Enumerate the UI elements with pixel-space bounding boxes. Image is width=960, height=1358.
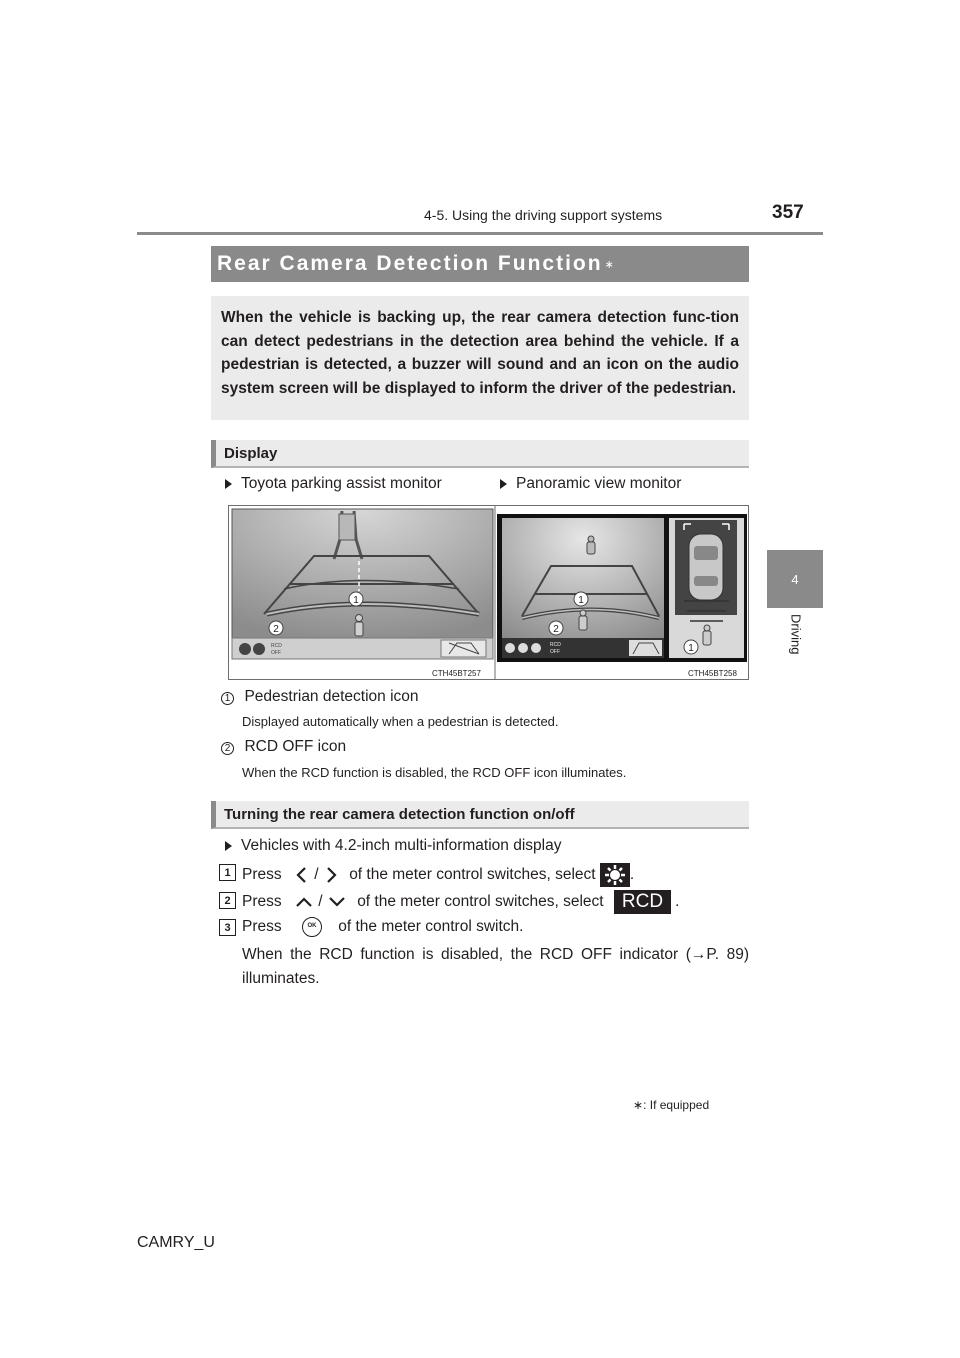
figure-code-right: CTH45BT258 xyxy=(688,669,737,678)
step-1-rest: of the meter control switches, select xyxy=(349,866,596,884)
callout-1-left: 1 xyxy=(353,595,359,606)
down-arrow-icon xyxy=(327,895,347,909)
step-1-end: . xyxy=(629,866,635,884)
legend-item-1 xyxy=(221,688,419,706)
step-number: 2 xyxy=(219,892,236,909)
header-rule xyxy=(137,232,823,235)
legend-title: Pedestrian detection icon xyxy=(244,688,419,705)
page-number: 357 xyxy=(772,202,804,223)
step-number: 3 xyxy=(219,919,236,936)
bullet-icon xyxy=(225,841,232,851)
monitor-label-right xyxy=(500,475,681,493)
equipped-mark: ∗ xyxy=(604,258,616,271)
ok-button-icon: OK xyxy=(302,917,322,937)
step-1-slash: / xyxy=(314,866,319,884)
footnote-mark: ∗ xyxy=(633,1098,644,1112)
monitor-label-right-text: Panoramic view monitor xyxy=(516,475,682,492)
turning-heading xyxy=(211,801,749,829)
callout-2-left: 2 xyxy=(273,624,279,635)
section-title: Rear Camera Detection Function xyxy=(217,252,603,275)
bullet-icon xyxy=(225,479,232,489)
step-number: 1 xyxy=(219,864,236,881)
callout-1-topdown: 1 xyxy=(688,643,694,654)
legend-number: 1 xyxy=(221,692,234,705)
callout-1-right: 1 xyxy=(578,595,584,606)
rcd-label-right-1: RCD xyxy=(550,642,561,648)
display-heading xyxy=(211,440,749,468)
right-arrow-icon xyxy=(323,866,339,884)
step-2-rest: of the meter control switches, select xyxy=(357,893,604,911)
rcd-label-left-1: RCD xyxy=(271,643,282,649)
step-3-rest: of the meter control switch. xyxy=(338,918,524,936)
step-2 xyxy=(242,890,679,914)
monitor-illustration xyxy=(229,506,748,679)
legend-title: RCD OFF icon xyxy=(244,738,347,755)
step-2-end: . xyxy=(675,893,680,911)
monitor-label-left xyxy=(225,475,442,493)
intro-box xyxy=(211,296,749,420)
footnote xyxy=(633,1098,709,1112)
footnote-text: : If equipped xyxy=(643,1098,710,1112)
bullet-icon xyxy=(500,479,507,489)
legend-number: 2 xyxy=(221,742,234,755)
step-3-press: Press xyxy=(242,918,282,936)
left-monitor-screen xyxy=(232,509,493,659)
step-2-press: Press xyxy=(242,893,282,911)
rcd-label-left-2: OFF xyxy=(271,650,281,656)
left-arrow-icon xyxy=(294,866,310,884)
legend-desc: Displayed automatically when a pedestrian is detected. xyxy=(242,714,559,729)
step-1 xyxy=(242,863,634,887)
chapter-number: 4 xyxy=(791,571,799,587)
header-section-title: 4-5. Using the driving support systems xyxy=(424,207,663,223)
monitor-figure xyxy=(228,505,749,680)
legend-desc: When the RCD function is disabled, the RCD OFF icon illuminates. xyxy=(242,765,627,780)
display-heading-text: Display xyxy=(224,444,278,462)
vehicle-type-text: Vehicles with 4.2-inch multi-information display xyxy=(241,837,562,854)
rcd-label-right-2: OFF xyxy=(550,649,560,655)
rcd-note: When the RCD function is disabled, the RCD OFF indicator (→P. 89) illuminates. xyxy=(242,946,749,987)
chapter-label: Driving xyxy=(788,614,804,655)
callout-2-right: 2 xyxy=(553,624,559,635)
turning-heading-text: Turning the rear camera detection function on/off xyxy=(224,805,575,823)
monitor-label-left-text: Toyota parking assist monitor xyxy=(241,475,442,492)
step-1-press: Press xyxy=(242,866,282,884)
right-monitor-screen xyxy=(497,514,747,662)
footer-model-code: CAMRY_U xyxy=(137,1234,215,1251)
step-2-slash: / xyxy=(318,893,323,911)
vehicle-type xyxy=(225,837,561,855)
step-3 xyxy=(242,917,523,937)
up-arrow-icon xyxy=(294,895,314,909)
figure-code-left: CTH45BT257 xyxy=(432,669,481,678)
intro-text: When the vehicle is backing up, the rear camera detection func-tion can detect pedestrians in the detection area behind the vehicle. If a pedestrian is detected, a buzzer will sound and an icon on the audio system screen will be displayed to inform the driver of the pedestrian. xyxy=(221,309,739,397)
rcd-icon: RCD xyxy=(614,890,671,914)
section-title-bar xyxy=(211,246,749,282)
legend-item-2 xyxy=(221,738,346,756)
chapter-tab xyxy=(767,550,823,608)
settings-gear-icon xyxy=(600,863,630,887)
